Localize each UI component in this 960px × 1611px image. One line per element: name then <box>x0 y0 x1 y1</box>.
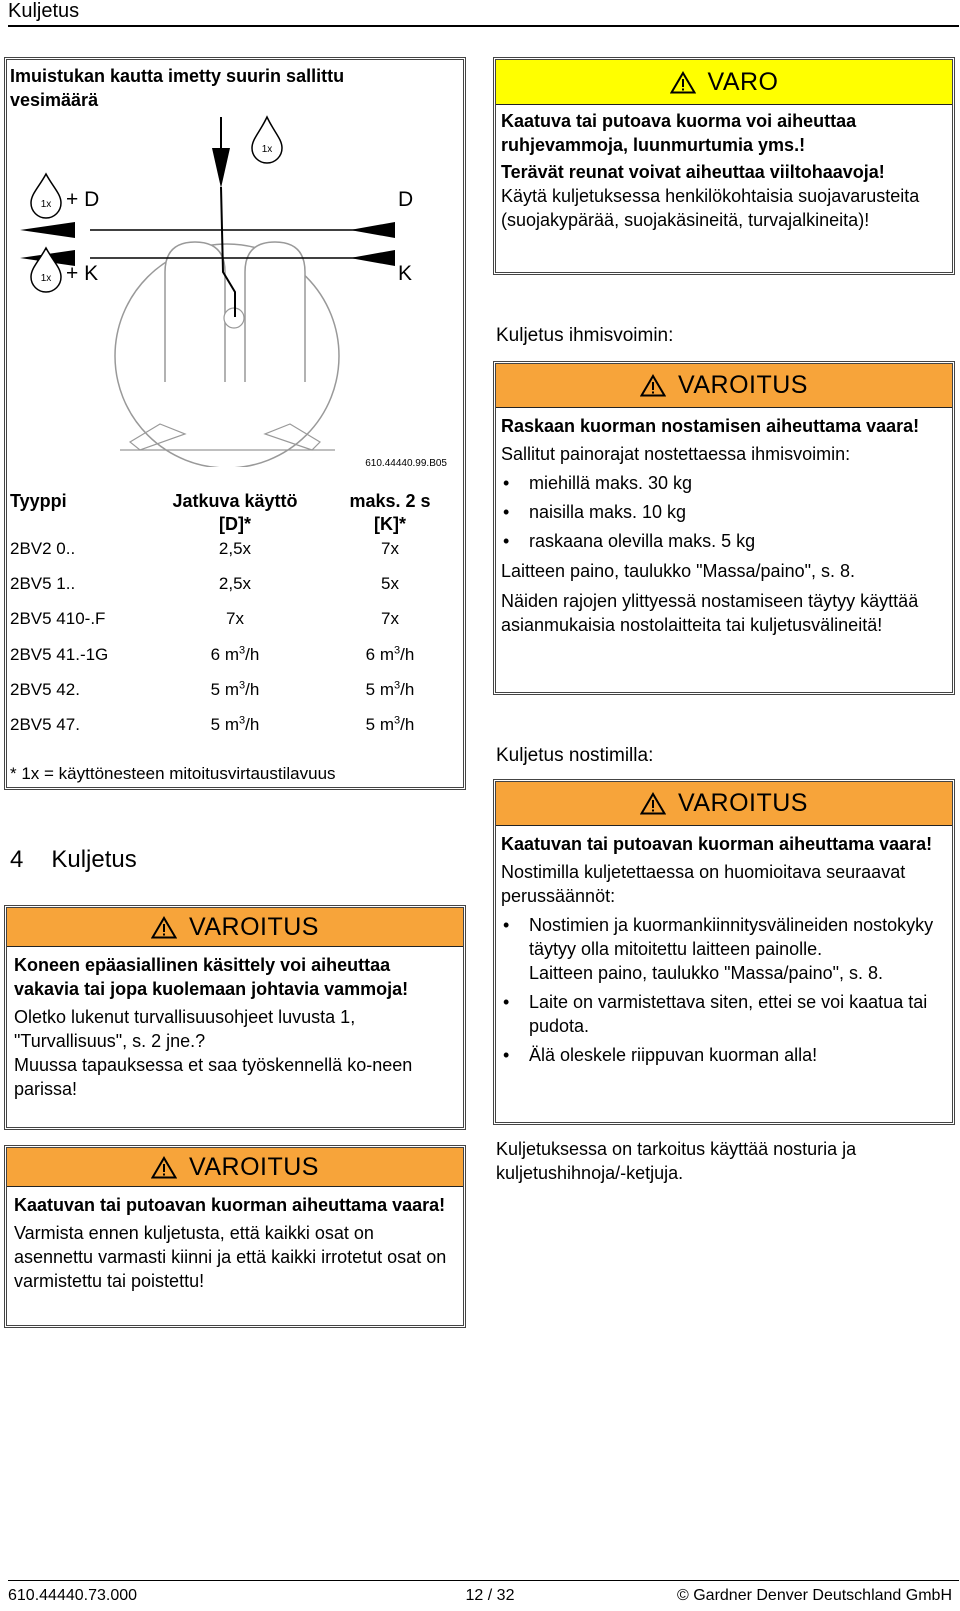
warning-header: VAROITUS <box>7 1148 463 1187</box>
chapter-title: Kuljetus <box>51 846 137 873</box>
label-d: D <box>398 188 414 211</box>
warning-bold-text: Raskaan kuorman nostamisen aiheuttama vaara! <box>501 416 920 436</box>
warning-triangle-icon <box>670 71 696 94</box>
list-item: • Älä oleskele riippuvan kuorman alla! <box>501 1043 947 1067</box>
table-cell-k: 5x <box>381 574 399 593</box>
section-heading-hoist: Kuljetus nostimilla: <box>496 745 654 766</box>
list-item: • raskaana olevilla maks. 5 kg <box>501 529 947 553</box>
warning-triangle-icon <box>151 1156 177 1179</box>
label-k: K <box>398 262 413 285</box>
pump-diagram <box>20 112 460 467</box>
table-cell-d: 5 $m^3/h$ <box>210 714 260 734</box>
header-section-title: Kuljetus <box>8 0 80 22</box>
warning-text: Sallitut painorajat nostettaessa ihmisvoimin: <box>501 444 851 464</box>
warning-header: VAROITUS <box>496 364 952 408</box>
drop-icon-top <box>252 117 282 163</box>
caution-box <box>493 57 955 275</box>
warning-bold-text: Kaatuvan tai putoavan kuorman aiheuttama vaara! <box>501 834 933 854</box>
drop-icon-d <box>31 174 61 218</box>
warning-header: VAROITUS <box>7 908 463 947</box>
table-cell-d: 2,5x <box>218 574 252 593</box>
table-row-type: 2BV5 42. <box>10 680 80 699</box>
warning-text: Näiden rajojen ylittyessä nostamiseen täytyy käyttää asianmukaisia nostolaitteita tai kuljetusvälineitä! <box>501 591 919 635</box>
caution-text: Käytä kuljetuksessa henkilökohtaisia suojavarusteita (suojakypärää, suojakäsineitä, turvajalkineita)! <box>501 186 920 230</box>
table-cell-k: 7x <box>381 539 399 558</box>
table-row-type: 2BV2 0.. <box>10 539 76 558</box>
warning-box-falling-load <box>4 1145 466 1328</box>
warning-triangle-icon <box>640 374 666 397</box>
svg-text:1x: 1x <box>40 273 52 284</box>
caution-bold-text: Kaatuva tai putoava kuorma voi aiheuttaa ruhjevammoja, luunmurtumia yms.! <box>501 111 857 155</box>
table-row-type: 2BV5 1.. <box>10 574 76 593</box>
warning-text: Nostimilla kuljetettaessa on huomioitava seuraavat perussäännöt: <box>501 862 906 906</box>
table-row-type: 2BV5 47. <box>10 715 80 734</box>
warning-bold-text: Kaatuvan tai putoavan kuorman aiheuttama vaara! <box>14 1195 446 1215</box>
warning-text: Varmista ennen kuljetusta, että kaikki osat on asennettu varmasti kiinni ja että kaikki irrotetut osat on varmistettu tai poistettu! <box>14 1223 447 1291</box>
arrow-d-head-left <box>20 222 75 238</box>
arrow-d-head-right <box>350 222 395 238</box>
footer-rule <box>8 1580 959 1581</box>
pump-port-left <box>165 242 225 382</box>
col-cont-header: Jatkuva käyttö [D]* <box>172 491 298 534</box>
footer-company: © Gardner Denver Deutschland GmbH <box>676 1587 952 1604</box>
svg-text:1x: 1x <box>261 144 273 155</box>
header-rule <box>8 25 959 27</box>
list-item: • naisilla maks. 10 kg <box>501 500 947 524</box>
col-type-header: Tyyppi <box>10 491 67 511</box>
figure-code: 610.44440.99.B05 <box>365 458 447 467</box>
footer-doc-number: 610.44440.73.000 <box>8 1587 138 1604</box>
table-row-type: 2BV5 41.-1G <box>10 645 109 664</box>
pump-feet <box>130 424 320 450</box>
arrow-down-head <box>212 148 230 188</box>
list-item: • miehillä maks. 30 kg <box>501 471 947 495</box>
arrow-k-head-right <box>350 250 395 266</box>
label-plus-k: + K <box>66 262 99 285</box>
warning-triangle-icon <box>640 792 666 815</box>
warning-text: Oletko lukenut turvallisuusohjeet luvusta 1, "Turvallisuus", s. 2 jne.? <box>14 1007 356 1051</box>
svg-text:1x: 1x <box>40 199 52 210</box>
table-cell-k: 7x <box>381 609 399 628</box>
table-cell-k: 5 $m^3/h$ <box>365 679 415 699</box>
warning-box-handling <box>4 905 466 1130</box>
table-cell-d: 6 $m^3/h$ <box>210 644 260 664</box>
warning-header: VAROITUS <box>496 782 952 826</box>
figure-title: Imuistukan kautta imetty suurin sallittu vesimäärä <box>10 66 345 110</box>
table-cell-d: 7x <box>226 609 244 628</box>
chapter-number: 4 <box>10 846 24 873</box>
table-row-type: 2BV5 410-.F <box>10 609 106 628</box>
caution-bold-text: Terävät reunat voivat aiheuttaa viiltohaavoja! <box>501 162 885 182</box>
footer-page-number: 12 / 32 <box>465 1587 515 1604</box>
table-cell-k: 6 $m^3/h$ <box>365 644 415 664</box>
warning-box-manual <box>493 361 955 695</box>
warning-box-hoist <box>493 779 955 1125</box>
list-item: • Laite on varmistettava siten, ettei se voi kaatua tai pudota. <box>501 990 947 1038</box>
warning-bold-text: Koneen epäasiallinen käsittely voi aiheuttaa vakavia tai jopa kuolemaan johtavia vammoja! <box>14 955 409 999</box>
warning-text: Muussa tapauksessa et saa työskennellä ko-neen parissa! <box>14 1055 413 1099</box>
table-footnote: * 1x = käyttönesteen mitoitusvirtaustilavuus <box>10 764 336 783</box>
pump-port-right <box>245 242 305 382</box>
table-cell-d: 2,5x <box>218 539 252 558</box>
crane-note: Kuljetuksessa on tarkoitus käyttää nosturia ja kuljetushihnoja/-ketjuja. <box>496 1139 857 1183</box>
list-item: • Nostimien ja kuormankiinnitysvälineiden nostokyky täytyy olla mitoitettu laitteen painolle. Laitteen paino, taulukko "Massa/paino", s. 8. <box>501 913 947 985</box>
label-plus-d: + D <box>66 188 100 211</box>
col-max-header: maks. 2 s [K]* <box>349 491 431 534</box>
warning-text: Laitteen paino, taulukko "Massa/paino", s. 8. <box>501 561 855 581</box>
caution-header: VARO <box>496 60 952 105</box>
section-heading-manual: Kuljetus ihmisvoimin: <box>496 325 674 346</box>
table-cell-k: 5 $m^3/h$ <box>365 714 415 734</box>
table-cell-d: 5 $m^3/h$ <box>210 679 260 699</box>
warning-triangle-icon <box>151 916 177 939</box>
chapter-heading <box>10 846 137 874</box>
